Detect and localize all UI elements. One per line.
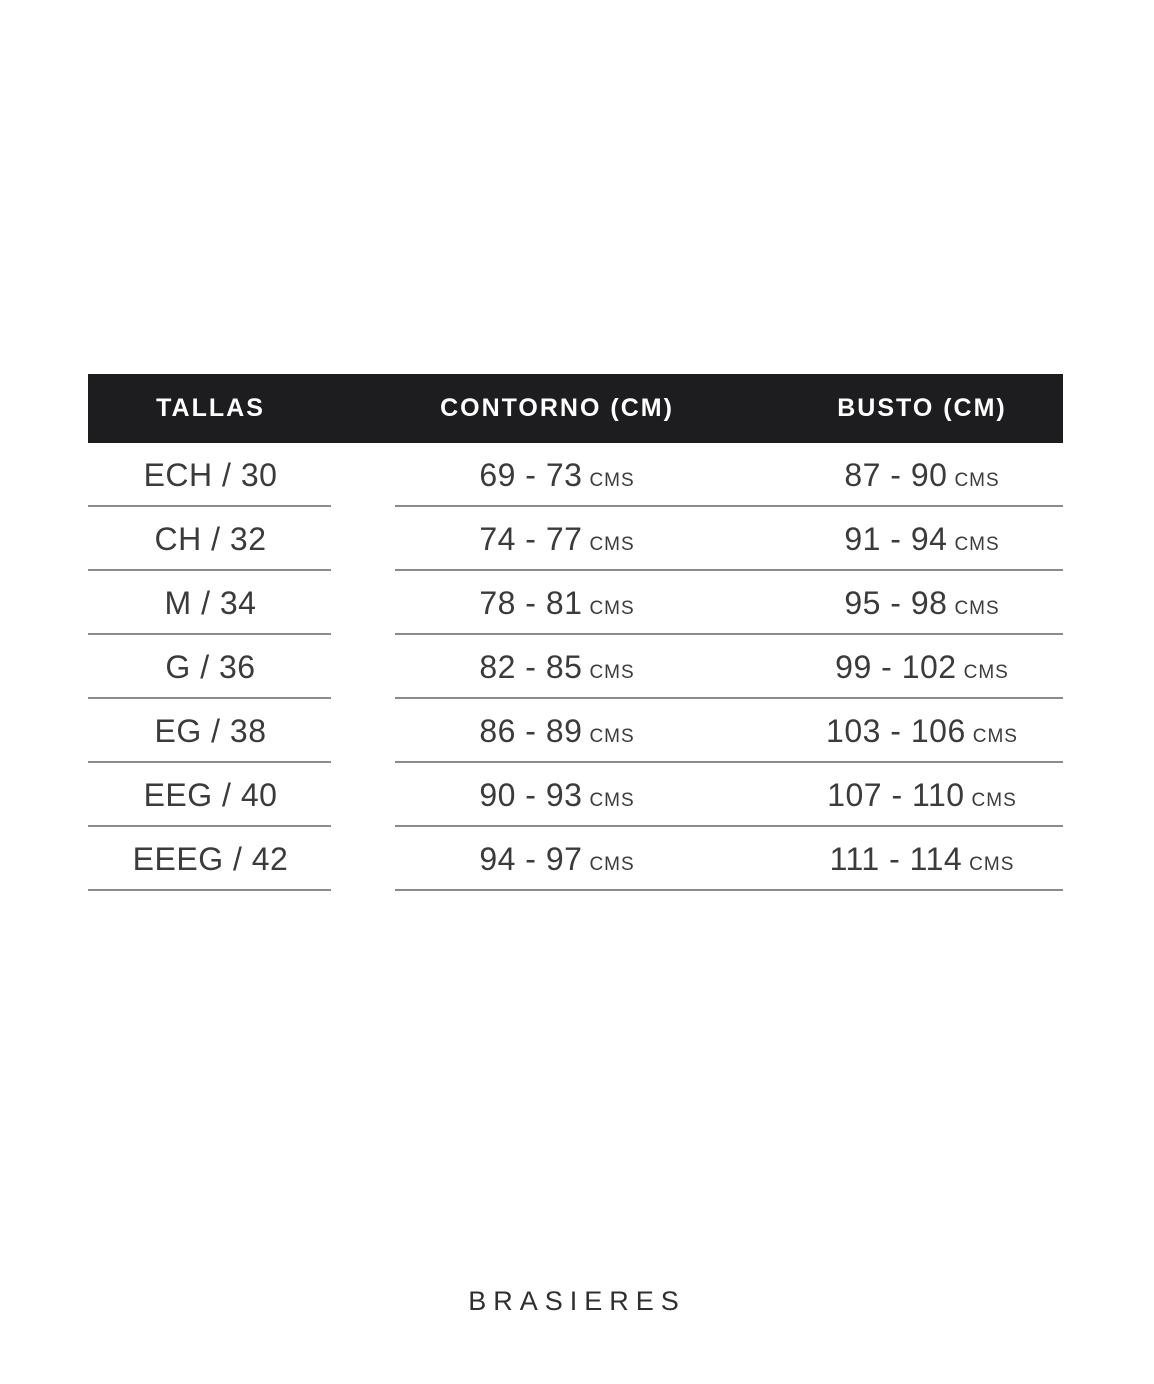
busto-unit: CMS [971, 789, 1017, 811]
contorno-range: 94 - 97 [479, 840, 583, 877]
busto-unit: CMS [969, 853, 1015, 875]
size-cell: EEEG / 42 [132, 840, 289, 877]
contorno-range: 69 - 73 [479, 456, 583, 493]
contorno-unit: CMS [589, 725, 635, 747]
contorno-range: 78 - 81 [479, 584, 583, 621]
busto-range: 107 - 110 [827, 776, 965, 813]
busto-unit: CMS [963, 661, 1009, 683]
header-busto: BUSTO (CM) [837, 394, 1007, 422]
contorno-range: 90 - 93 [479, 776, 583, 813]
size-cell: ECH / 30 [143, 456, 278, 493]
table-header [88, 374, 1063, 443]
contorno-unit: CMS [589, 661, 635, 683]
busto-cell [781, 585, 1063, 622]
contorno-unit: CMS [589, 469, 635, 491]
contorno-unit: CMS [589, 789, 635, 811]
table-row [88, 763, 1063, 827]
busto-cell [781, 777, 1063, 814]
size-cell: CH / 32 [154, 520, 267, 557]
contorno-cell [333, 777, 781, 814]
size-cell: M / 34 [164, 584, 257, 621]
busto-range: 99 - 102 [835, 648, 957, 685]
table-row [88, 571, 1063, 635]
busto-range: 95 - 98 [844, 584, 948, 621]
table-row [88, 827, 1063, 891]
busto-range: 103 - 106 [826, 712, 966, 749]
table-row [88, 635, 1063, 699]
busto-cell [781, 457, 1063, 494]
busto-cell [781, 841, 1063, 878]
table-row [88, 443, 1063, 507]
contorno-range: 74 - 77 [479, 520, 583, 557]
contorno-cell [333, 649, 781, 686]
row-divider-right [395, 889, 1063, 891]
busto-range: 91 - 94 [844, 520, 948, 557]
size-cell: EEG / 40 [143, 776, 278, 813]
header-tallas: TALLAS [156, 394, 265, 422]
contorno-cell [333, 713, 781, 750]
busto-range: 111 - 114 [829, 840, 963, 877]
contorno-cell [333, 457, 781, 494]
busto-unit: CMS [954, 533, 1000, 555]
header-contorno: CONTORNO (CM) [440, 394, 674, 422]
size-cell: EG / 38 [154, 712, 267, 749]
contorno-range: 86 - 89 [479, 712, 583, 749]
busto-unit: CMS [972, 725, 1018, 747]
row-divider-left [88, 889, 331, 891]
contorno-unit: CMS [589, 853, 635, 875]
contorno-cell [333, 841, 781, 878]
contorno-cell [333, 585, 781, 622]
busto-unit: CMS [954, 597, 1000, 619]
category-title: BRASIERES [468, 1286, 686, 1316]
busto-cell [781, 713, 1063, 750]
contorno-unit: CMS [589, 597, 635, 619]
busto-unit: CMS [954, 469, 1000, 491]
contorno-range: 82 - 85 [479, 648, 583, 685]
table-row [88, 699, 1063, 763]
contorno-unit: CMS [589, 533, 635, 555]
busto-cell [781, 649, 1063, 686]
contorno-cell [333, 521, 781, 558]
table-row [88, 507, 1063, 571]
size-cell: G / 36 [165, 648, 256, 685]
busto-cell [781, 521, 1063, 558]
busto-range: 87 - 90 [844, 456, 948, 493]
size-chart-table [88, 374, 1063, 891]
